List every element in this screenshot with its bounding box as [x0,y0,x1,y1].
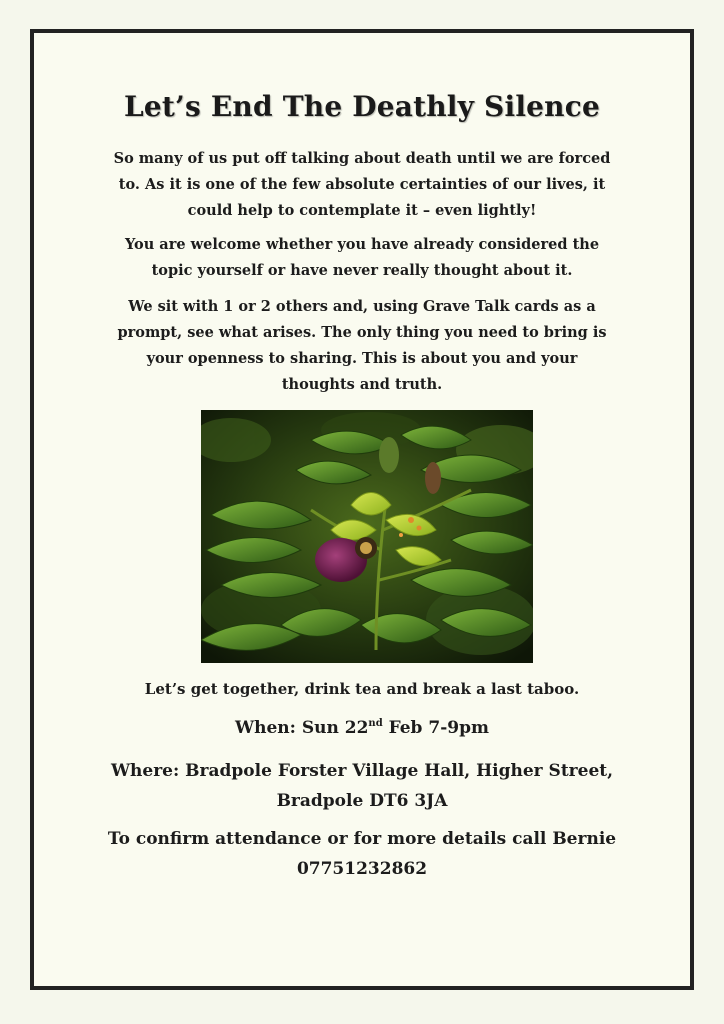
welcome-paragraph [70,232,654,284]
when-suffix: Feb 7-9pm [382,718,489,738]
format-line: thoughts and truth. [281,376,443,393]
intro-line: to. As it is one of the few absolute certainties of our lives, it [118,176,606,193]
when-prefix: When: Sun 22 [235,718,369,738]
intro-paragraph [70,146,654,224]
intro-line: So many of us put off talking about death until we are forced [113,150,611,167]
rose-plant-illustration [201,410,533,663]
tagline: Let’s get together, drink tea and break a last taboo. [144,680,580,698]
contact-line: To confirm attendance or for more details call Bernie [107,829,617,849]
format-line: your openness to sharing. This is about you and your [146,350,578,367]
poster-title: Let’s End The Deathly Silence [124,90,600,123]
format-line: We sit with 1 or 2 others and, using Grave Talk cards as a [128,298,596,315]
welcome-line: You are welcome whether you have already considered the [124,236,600,253]
event-where [40,756,684,816]
format-paragraph [70,294,654,398]
format-line: prompt, see what arises. The only thing you need to bring is [117,324,607,341]
rose-plant-photo [201,410,533,663]
where-line: Where: Bradpole Forster Village Hall, Higher Street, [110,761,614,781]
intro-line: could help to contemplate it – even lightly! [187,202,537,219]
welcome-line: topic yourself or have never really thought about it. [151,262,573,279]
contact-info [40,824,684,884]
contact-phone: 07751232862 [296,859,428,879]
event-when [40,718,684,738]
where-line: Bradpole DT6 3JA [276,791,448,811]
when-ordinal: nd [368,718,383,729]
